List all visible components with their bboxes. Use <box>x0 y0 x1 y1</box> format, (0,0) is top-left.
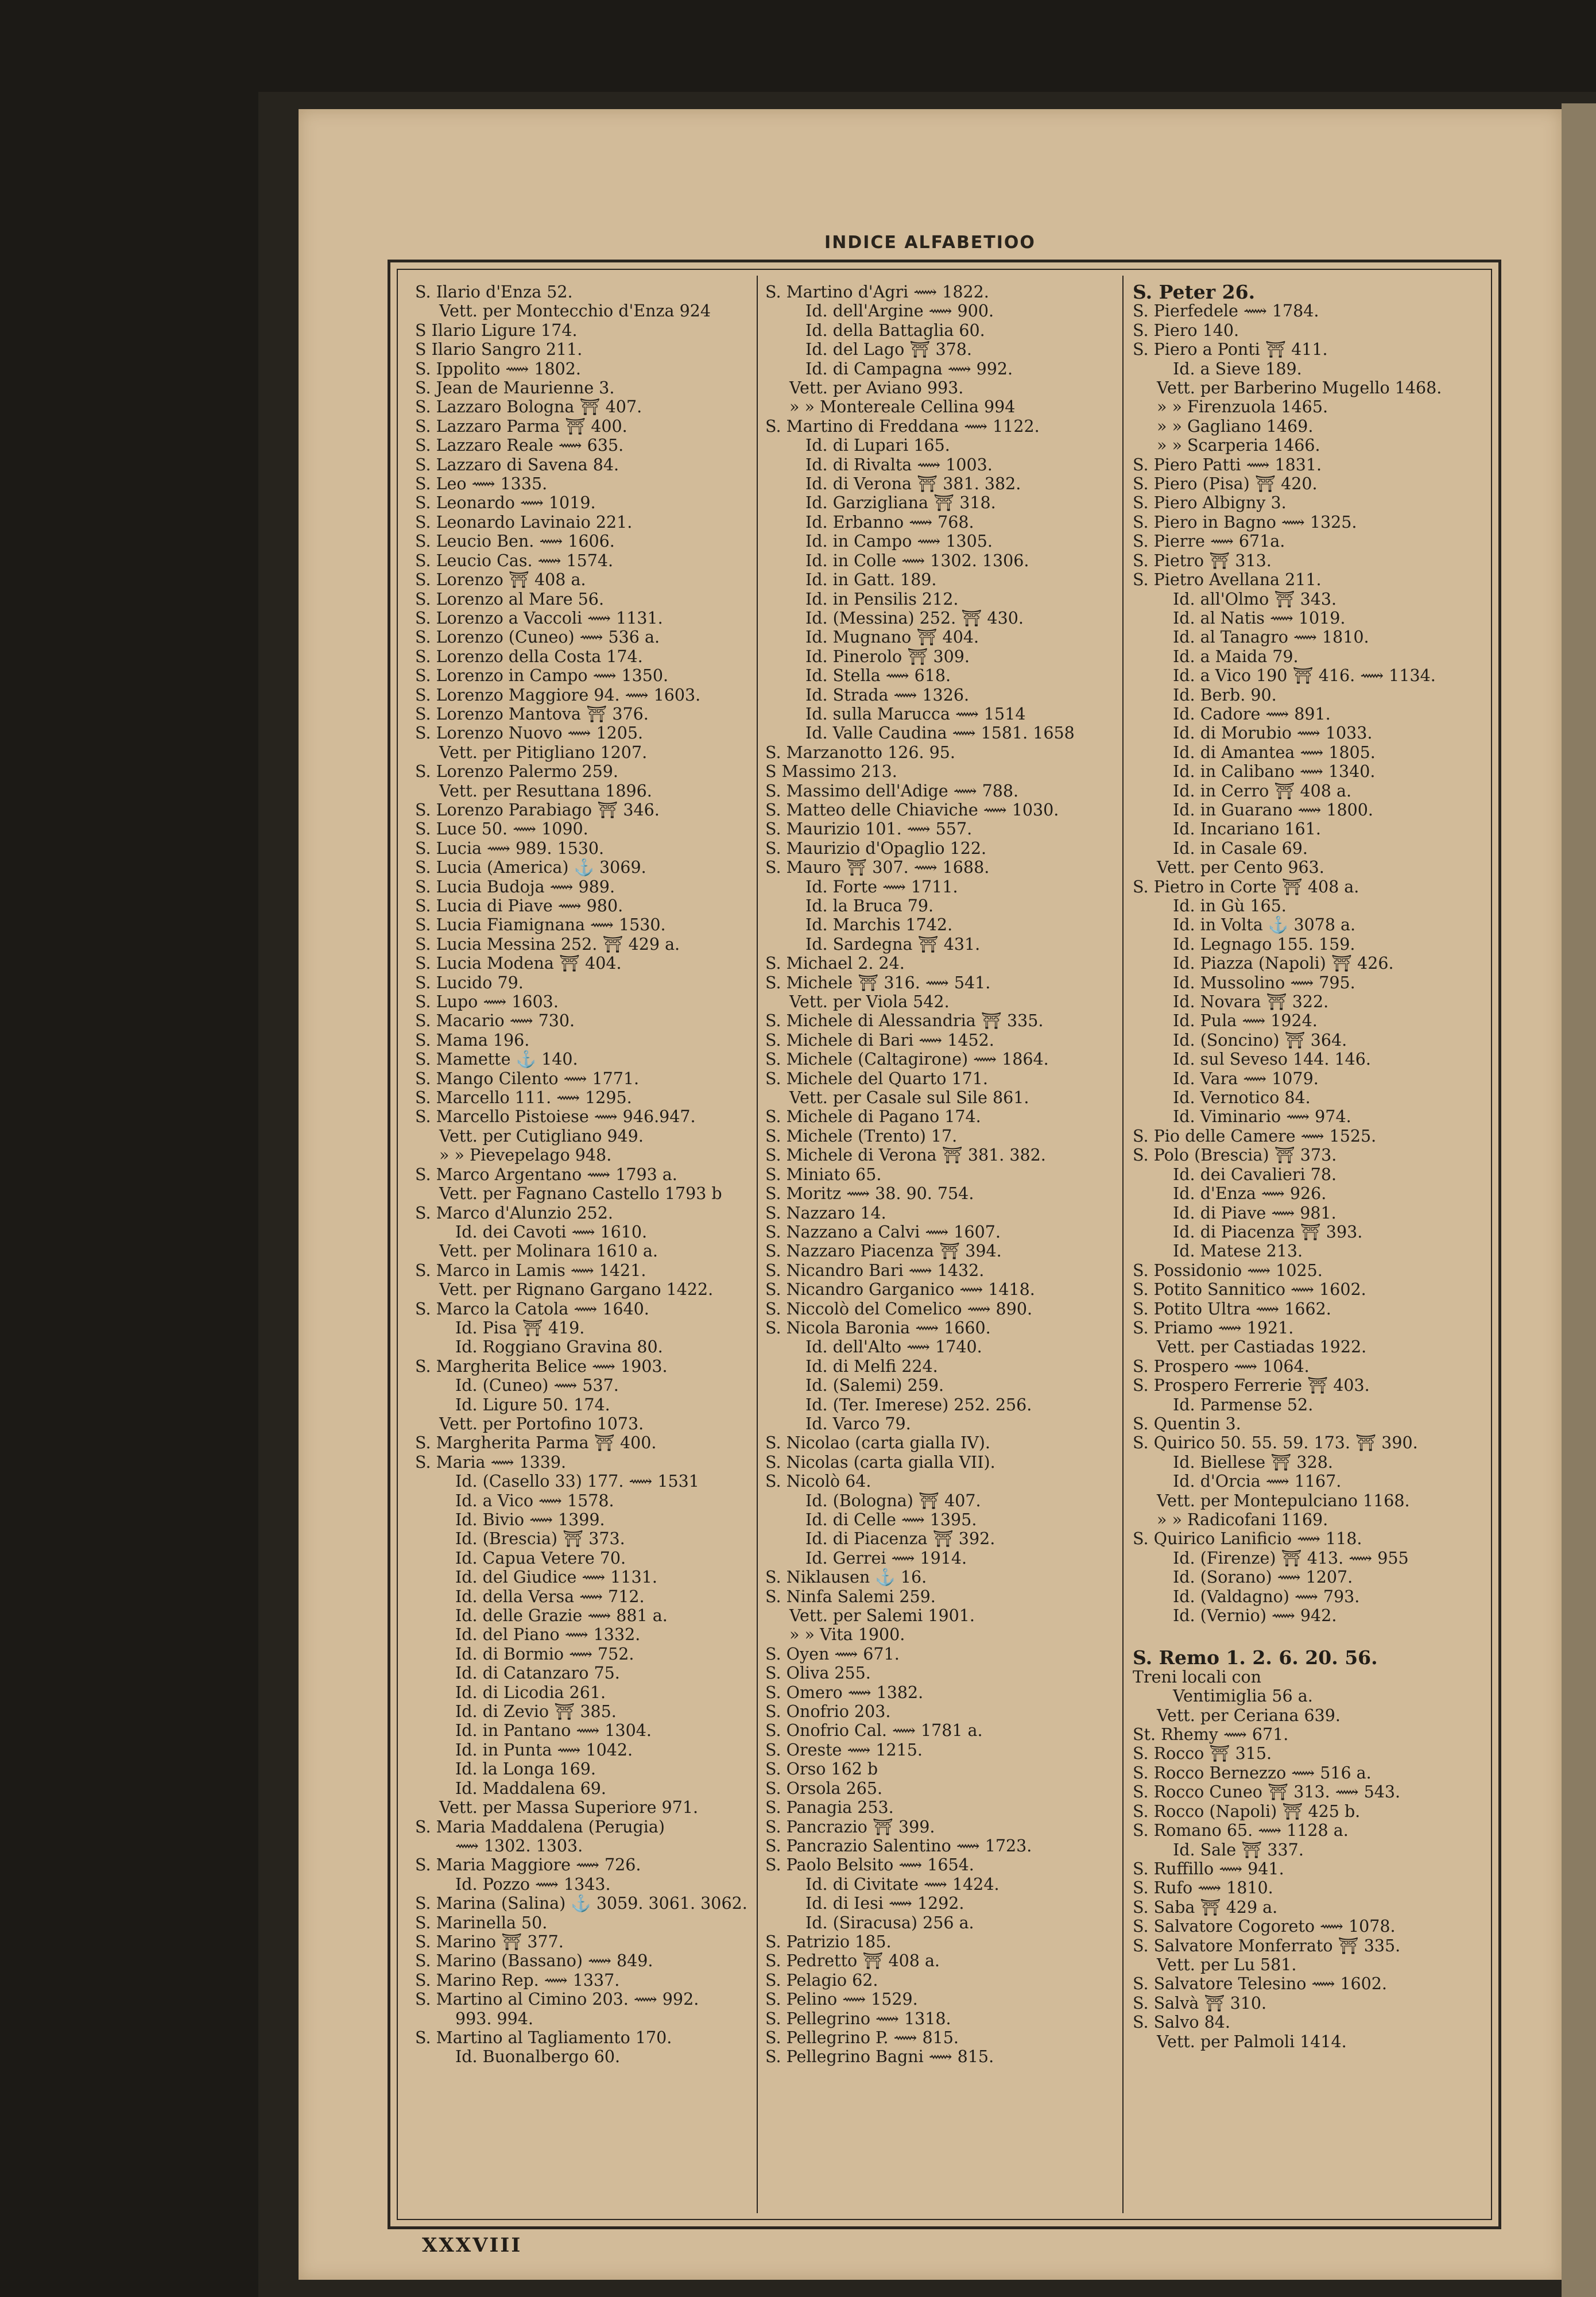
index-entry: Id. Roggiano Gravina 80. <box>455 1337 663 1357</box>
index-entry: S. Martino di Freddana ⟿ 1122. <box>765 416 1040 436</box>
page-number: XXXVIII <box>422 2234 522 2257</box>
index-entry: S. Luce 50. ⟿ 1090. <box>415 819 588 839</box>
index-entry: S. Massimo dell'Adige ⟿ 788. <box>765 781 1019 801</box>
index-entry: Id. Pozzo ⟿ 1343. <box>455 1874 611 1894</box>
index-entry: Id. (Brescia) ⛩ 373. <box>455 1529 625 1549</box>
index-entry: Vett. per Portofino 1073. <box>439 1414 644 1433</box>
index-entry: S. Rocco (Napoli) ⛩ 425 b. <box>1133 1801 1361 1821</box>
index-entry: S. Remo 1. 2. 6. 20. 56. <box>1133 1646 1378 1669</box>
index-entry: S. Miniato 65. <box>765 1165 882 1184</box>
index-entry: Id. (Siracusa) 256 a. <box>805 1913 974 1932</box>
index-entry: Id. Capua Vetere 70. <box>455 1548 626 1568</box>
index-entry: S Massimo 213. <box>765 762 897 782</box>
index-entry: S. Pietro ⛩ 313. <box>1133 551 1272 570</box>
index-entry: Vett. per Viola 542. <box>789 992 950 1012</box>
index-entry: S. Possidonio ⟿ 1025. <box>1133 1260 1323 1280</box>
index-entry: Vett. per Casale sul Sile 861. <box>789 1088 1029 1108</box>
index-entry: S Ilario Sangro 211. <box>415 340 583 359</box>
index-entry: S. Maria Maddalena (Perugia) <box>415 1817 665 1836</box>
index-entry: S. Marcello 111. ⟿ 1295. <box>415 1088 632 1108</box>
index-entry: S. Michael 2. 24. <box>765 954 905 973</box>
index-entry: S. Salvatore Telesino ⟿ 1602. <box>1133 1974 1387 1994</box>
index-entry: Id. (Bologna) ⛩ 407. <box>805 1491 981 1510</box>
index-entry: Id. in Guarano ⟿ 1800. <box>1173 800 1373 819</box>
index-entry: S. Michele di Alessandria ⛩ 335. <box>765 1011 1044 1031</box>
index-entry: Vett. per Ceriana 639. <box>1157 1706 1341 1725</box>
index-entry: » » Vita 1900. <box>789 1625 905 1645</box>
index-entry: S. Michele di Pagano 174. <box>765 1107 981 1127</box>
column-divider <box>1122 276 1124 2213</box>
index-entry: S. Mamette ⚓ 140. <box>415 1050 578 1069</box>
index-entry: Id. Biellese ⛩ 328. <box>1173 1452 1333 1472</box>
index-entry: S Ilario Ligure 174. <box>415 320 578 340</box>
index-entry: Id. di Melfi 224. <box>805 1356 938 1376</box>
index-entry: S. Orso 162 b <box>765 1760 878 1779</box>
index-entry: Id. d'Orcia ⟿ 1167. <box>1173 1472 1342 1491</box>
index-entry: Id. in Calibano ⟿ 1340. <box>1173 762 1376 782</box>
index-entry: S. Rocco ⛩ 315. <box>1133 1744 1272 1764</box>
index-entry: Vett. per Montecchio d'Enza 924 <box>439 301 711 321</box>
index-entry: S. Rocco Cuneo ⛩ 313. ⟿ 543. <box>1133 1782 1401 1802</box>
index-entry: Id. in Volta ⚓ 3078 a. <box>1173 915 1356 935</box>
index-entry: S. Marinella 50. <box>415 1913 548 1932</box>
index-entry: S. Marco d'Alunzio 252. <box>415 1203 613 1223</box>
index-entry: » » Pievepelago 948. <box>439 1146 612 1165</box>
index-entry: S. Piero 140. <box>1133 320 1239 340</box>
index-entry: S. Prospero ⟿ 1064. <box>1133 1356 1310 1376</box>
index-entry: S. Nicolas (carta gialla VII). <box>765 1452 995 1472</box>
index-entry: S. Pietro in Corte ⛩ 408 a. <box>1133 877 1359 896</box>
index-entry: S. Nazzaro Piacenza ⛩ 394. <box>765 1242 1002 1261</box>
index-entry: S. Marcello Pistoiese ⟿ 946.947. <box>415 1107 696 1127</box>
index-entry: S. Marina (Salina) ⚓ 3059. 3061. 3062. <box>415 1894 747 1913</box>
index-entry: Id. a Maida 79. <box>1173 647 1299 666</box>
index-entry: S. Lucido 79. <box>415 973 524 992</box>
index-entry: S. Omero ⟿ 1382. <box>765 1683 924 1702</box>
index-entry: Id. della Versa ⟿ 712. <box>455 1587 645 1606</box>
index-entry: ⟿ 1302. 1303. <box>455 1836 583 1855</box>
index-entry: Vett. per Fagnano Castello 1793 b <box>439 1184 722 1204</box>
index-entry: Id. (Messina) 252. ⛩ 430. <box>805 608 1024 628</box>
index-entry: Id. Parmense 52. <box>1173 1395 1314 1414</box>
index-entry: Id. Pula ⟿ 1924. <box>1173 1011 1318 1031</box>
index-entry: Id. Sale ⛩ 337. <box>1173 1840 1304 1859</box>
index-entry: Id. in Pensilis 212. <box>805 589 959 609</box>
index-entry: S. Leonardo ⟿ 1019. <box>415 493 596 513</box>
index-entry: S. Orsola 265. <box>765 1778 883 1798</box>
index-entry: S. Peter 26. <box>1133 283 1256 303</box>
index-entry: Id. (Sorano) ⟿ 1207. <box>1173 1568 1353 1587</box>
index-entry: Id. a Vico 190 ⛩ 416. ⟿ 1134. <box>1173 666 1436 686</box>
index-entry: Id. di Piacenza ⛩ 392. <box>805 1529 995 1549</box>
index-entry: S. Pietro Avellana 211. <box>1133 570 1322 590</box>
index-entry: Vett. per Massa Superiore 971. <box>439 1798 699 1818</box>
index-entry: S. Pierfedele ⟿ 1784. <box>1133 301 1319 321</box>
index-entry: S. Pellegrino ⟿ 1318. <box>765 2009 951 2028</box>
index-entry: S. Salvatore Cogoreto ⟿ 1078. <box>1133 1917 1396 1936</box>
index-entry: Id. di Verona ⛩ 381. 382. <box>805 474 1021 494</box>
index-entry: S. Leo ⟿ 1335. <box>415 474 548 494</box>
index-entry: Id. di Morubio ⟿ 1033. <box>1173 724 1373 743</box>
index-entry: S. Lorenzo ⛩ 408 a. <box>415 570 586 590</box>
index-entry: Id. di Civitate ⟿ 1424. <box>805 1874 1000 1894</box>
index-entry: S. Onofrio 203. <box>765 1702 891 1722</box>
index-entry: Ventimiglia 56 a. <box>1173 1687 1313 1706</box>
index-entry: Id. la Bruca 79. <box>805 896 934 915</box>
index-entry: Id. in Cerro ⛩ 408 a. <box>1173 781 1352 801</box>
index-entry: Id. Garzigliana ⛩ 318. <box>805 493 996 513</box>
index-entry: S. Patrizio 185. <box>765 1932 892 1951</box>
index-entry: S. Jean de Maurienne 3. <box>415 378 615 398</box>
index-entry: S. Marino (Bassano) ⟿ 849. <box>415 1951 653 1971</box>
index-entry: Id. Strada ⟿ 1326. <box>805 685 970 705</box>
index-entry: » » Scarperia 1466. <box>1157 436 1320 455</box>
index-entry: S. Lucia (America) ⚓ 3069. <box>415 858 646 877</box>
index-entry: Id. Novara ⛩ 322. <box>1173 992 1329 1012</box>
index-entry: Id. Incariano 161. <box>1173 819 1321 839</box>
index-entry: Vett. per Montepulciano 1168. <box>1157 1491 1410 1510</box>
index-entry: Id. Valle Caudina ⟿ 1581. 1658 <box>805 724 1075 743</box>
index-entry: S. Martino d'Agri ⟿ 1822. <box>765 283 989 301</box>
index-entry: S. Macario ⟿ 730. <box>415 1011 575 1031</box>
index-entry: Id. di Iesi ⟿ 1292. <box>805 1894 964 1913</box>
index-entry: S. Marco in Lamis ⟿ 1421. <box>415 1260 646 1280</box>
index-entry: S. Lorenzo Parabiago ⛩ 346. <box>415 800 660 819</box>
index-entry: » » Radicofani 1169. <box>1157 1510 1328 1529</box>
index-entry: S. Piero a Ponti ⛩ 411. <box>1133 340 1328 359</box>
index-entry: Id. dell'Alto ⟿ 1740. <box>805 1337 982 1357</box>
index-entry: S. Nicola Baronia ⟿ 1660. <box>765 1318 991 1337</box>
index-entry: Id. di Catanzaro 75. <box>455 1664 620 1683</box>
index-entry: Vett. per Rignano Gargano 1422. <box>439 1280 714 1300</box>
index-entry: » » Montereale Cellina 994 <box>789 397 1016 417</box>
index-column-2 <box>765 283 1115 2213</box>
index-entry: Id. in Colle ⟿ 1302. 1306. <box>805 551 1029 570</box>
index-entry: Id. del Lago ⛩ 378. <box>805 340 972 359</box>
column-divider <box>757 276 758 2213</box>
index-entry: Vett. per Barberino Mugello 1468. <box>1157 378 1442 398</box>
index-entry: Id. sulla Marucca ⟿ 1514 <box>805 704 1026 724</box>
index-entry: S. Marzanotto 126. 95. <box>765 743 955 762</box>
index-entry: Id. in Punta ⟿ 1042. <box>455 1740 633 1760</box>
index-entry: S. Lucia Budoja ⟿ 989. <box>415 877 615 896</box>
index-entry: S. Lorenzo Nuovo ⟿ 1205. <box>415 724 644 743</box>
index-entry: Id. di Piacenza ⛩ 393. <box>1173 1222 1363 1242</box>
index-entry: Id. Sardegna ⛩ 431. <box>805 934 981 954</box>
index-entry: S. Leucio Ben. ⟿ 1606. <box>415 532 615 551</box>
page-header: INDICE ALFABETIOO <box>824 233 1036 253</box>
index-entry: Id. d'Enza ⟿ 926. <box>1173 1184 1327 1204</box>
index-entry: Id. del Giudice ⟿ 1131. <box>455 1568 657 1587</box>
index-entry: S. Margherita Belice ⟿ 1903. <box>415 1356 668 1376</box>
index-entry: Id. Varco 79. <box>805 1414 911 1433</box>
index-entry: Id. Gerrei ⟿ 1914. <box>805 1548 967 1568</box>
index-entry: Id. in Casale 69. <box>1173 838 1308 858</box>
index-entry: S. Pellegrino Bagni ⟿ 815. <box>765 2047 994 2067</box>
index-entry: S. Nazzano a Calvi ⟿ 1607. <box>765 1222 1001 1242</box>
index-entry: Id. (Casello 33) 177. ⟿ 1531 <box>455 1472 699 1491</box>
index-entry: Id. (Vernio) ⟿ 942. <box>1173 1606 1337 1626</box>
index-entry: S. Lorenzo Mantova ⛩ 376. <box>415 704 649 724</box>
index-entry: S. Martino al Tagliamento 170. <box>415 2028 672 2047</box>
index-entry: S. Leucio Cas. ⟿ 1574. <box>415 551 614 570</box>
index-entry: Vett. per Salemi 1901. <box>789 1606 975 1626</box>
index-entry: S. Priamo ⟿ 1921. <box>1133 1318 1294 1337</box>
index-entry: Id. la Longa 169. <box>455 1760 596 1779</box>
index-entry: S. Lazzaro Bologna ⛩ 407. <box>415 397 642 417</box>
index-entry: S. Nazzaro 14. <box>765 1203 886 1223</box>
index-entry: Id. all'Olmo ⛩ 343. <box>1173 589 1337 609</box>
index-entry: Id. Bivio ⟿ 1399. <box>455 1510 605 1529</box>
index-entry: Id. dell'Argine ⟿ 900. <box>805 301 994 321</box>
index-entry: » » Firenzuola 1465. <box>1157 397 1328 417</box>
index-entry: S. Pancrazio Salentino ⟿ 1723. <box>765 1836 1032 1855</box>
index-entry: S. Michele (Caltagirone) ⟿ 1864. <box>765 1050 1049 1069</box>
index-entry: S. Martino al Cimino 203. ⟿ 992. <box>415 1990 699 2009</box>
index-entry: Id. Mugnano ⛩ 404. <box>805 628 979 647</box>
index-entry: Id. in Gatt. 189. <box>805 570 937 590</box>
index-entry: S. Romano 65. ⟿ 1128 a. <box>1133 1821 1349 1840</box>
index-entry: S. Pelino ⟿ 1529. <box>765 1990 918 2009</box>
index-entry: Id. (Firenze) ⛩ 413. ⟿ 955 <box>1173 1548 1409 1568</box>
index-entry: S. Lorenzo Palermo 259. <box>415 762 618 782</box>
index-entry: Id. di Bormio ⟿ 752. <box>455 1644 634 1664</box>
index-entry: S. Margherita Parma ⛩ 400. <box>415 1433 657 1453</box>
index-entry: S. Pancrazio ⛩ 399. <box>765 1817 935 1836</box>
index-entry: S. Michele (Trento) 17. <box>765 1126 958 1146</box>
index-entry: Id. Erbanno ⟿ 768. <box>805 512 974 532</box>
index-entry: Id. dei Cavoti ⟿ 1610. <box>455 1222 648 1242</box>
index-entry: Id. Buonalbergo 60. <box>455 2047 621 2067</box>
index-entry: Id. di Zevio ⛩ 385. <box>455 1702 617 1722</box>
index-entry: S. Niklausen ⚓ 16. <box>765 1568 927 1587</box>
index-entry: S. Nicandro Garganico ⟿ 1418. <box>765 1280 1035 1300</box>
index-entry: S. Salvà ⛩ 310. <box>1133 1993 1267 2013</box>
index-entry: S. Prospero Ferrerie ⛩ 403. <box>1133 1376 1370 1395</box>
index-entry: Id. in Campo ⟿ 1305. <box>805 532 993 551</box>
index-entry: S. Mama 196. <box>415 1030 530 1050</box>
index-entry: S. Moritz ⟿ 38. 90. 754. <box>765 1184 974 1204</box>
index-entry: Id. (Valdagno) ⟿ 793. <box>1173 1587 1360 1606</box>
index-entry: Id. Maddalena 69. <box>455 1778 606 1798</box>
index-entry: Id. Marchis 1742. <box>805 915 953 935</box>
index-entry: Id. Vernotico 84. <box>1173 1088 1311 1108</box>
index-entry: S. Pio delle Camere ⟿ 1525. <box>1133 1126 1377 1146</box>
index-entry: S. Saba ⛩ 429 a. <box>1133 1897 1278 1917</box>
index-entry: S. Quirico Lanificio ⟿ 118. <box>1133 1529 1362 1549</box>
index-entry: S. Maria ⟿ 1339. <box>415 1452 567 1472</box>
index-entry: S. Maria Maggiore ⟿ 726. <box>415 1855 641 1875</box>
scan-edge <box>1562 103 1596 2297</box>
index-inner-frame <box>397 269 1492 2220</box>
index-entry: Id. al Natis ⟿ 1019. <box>1173 608 1346 628</box>
index-entry: S. Paolo Belsito ⟿ 1654. <box>765 1855 974 1875</box>
index-entry: S. Mango Cilento ⟿ 1771. <box>415 1069 640 1088</box>
index-entry: Id. Piazza (Napoli) ⛩ 426. <box>1173 954 1394 973</box>
index-entry: S. Pierre ⟿ 671a. <box>1133 532 1285 551</box>
index-column-3 <box>1133 283 1489 2213</box>
index-entry: S. Potito Ultra ⟿ 1662. <box>1133 1299 1331 1318</box>
index-entry: S. Ilario d'Enza 52. <box>415 283 573 301</box>
index-entry: S. Piero Albigny 3. <box>1133 493 1287 513</box>
index-entry: Id. Mussolino ⟿ 795. <box>1173 973 1355 992</box>
index-entry: S. Marco Argentano ⟿ 1793 a. <box>415 1165 677 1184</box>
index-entry: Id. di Rivalta ⟿ 1003. <box>805 455 993 474</box>
index-entry: S. Matteo delle Chiaviche ⟿ 1030. <box>765 800 1059 819</box>
index-entry: Id. di Licodia 261. <box>455 1683 606 1702</box>
index-entry: Id. dei Cavalieri 78. <box>1173 1165 1337 1184</box>
index-entry: S. Maurizio 101. ⟿ 557. <box>765 819 973 839</box>
index-entry: Vett. per Palmoli 1414. <box>1157 2032 1347 2051</box>
index-entry: S. Nicolao (carta gialla IV). <box>765 1433 990 1453</box>
index-entry: S. Ippolito ⟿ 1802. <box>415 359 581 378</box>
index-entry: Id. a Sieve 189. <box>1173 359 1302 378</box>
index-entry: Id. in Gù 165. <box>1173 896 1287 915</box>
index-entry: St. Rhemy ⟿ 671. <box>1133 1725 1289 1745</box>
index-entry: S. Lazzaro Parma ⛩ 400. <box>415 416 627 436</box>
index-entry: Vett. per Lu 581. <box>1157 1955 1297 1974</box>
section-gap <box>1133 1625 1489 1648</box>
index-entry: Treni locali con <box>1133 1667 1262 1687</box>
index-entry: S. Lucia Messina 252. ⛩ 429 a. <box>415 934 680 954</box>
index-entry: S. Lazzaro di Savena 84. <box>415 455 619 474</box>
index-entry: S. Lorenzo al Mare 56. <box>415 589 605 609</box>
index-entry: Id. Forte ⟿ 1711. <box>805 877 958 896</box>
index-entry: S. Michele di Bari ⟿ 1452. <box>765 1030 994 1050</box>
index-entry: S. Potito Sannitico ⟿ 1602. <box>1133 1280 1366 1300</box>
index-entry: Id. Pisa ⛩ 419. <box>455 1318 585 1337</box>
index-entry: S. Marino ⛩ 377. <box>415 1932 564 1951</box>
index-entry: S. Quirico 50. 55. 59. 173. ⛩ 390. <box>1133 1433 1418 1453</box>
index-entry: S. Lupo ⟿ 1603. <box>415 992 559 1012</box>
index-entry: Vett. per Castiadas 1922. <box>1157 1337 1367 1357</box>
index-entry: S. Piero in Bagno ⟿ 1325. <box>1133 512 1357 532</box>
index-entry: Id. del Piano ⟿ 1332. <box>455 1625 641 1645</box>
index-entry: S. Mauro ⛩ 307. ⟿ 1688. <box>765 858 990 877</box>
index-entry: S. Piero (Pisa) ⛩ 420. <box>1133 474 1318 494</box>
index-entry: S. Lorenzo della Costa 174. <box>415 647 643 666</box>
index-entry: S. Lucia di Piave ⟿ 980. <box>415 896 623 915</box>
index-entry: S. Polo (Brescia) ⛩ 373. <box>1133 1146 1337 1165</box>
index-entry: S. Panagia 253. <box>765 1798 894 1818</box>
index-entry: Id. Stella ⟿ 618. <box>805 666 951 686</box>
index-entry: Id. Legnago 155. 159. <box>1173 934 1355 954</box>
index-entry: S. Pedretto ⛩ 408 a. <box>765 1951 940 1971</box>
index-entry: S. Lucia ⟿ 989. 1530. <box>415 838 605 858</box>
index-entry: S. Niccolò del Comelico ⟿ 890. <box>765 1299 1033 1318</box>
index-entry: S. Lorenzo in Campo ⟿ 1350. <box>415 666 669 686</box>
index-entry: Id. di Amantea ⟿ 1805. <box>1173 743 1376 762</box>
index-entry: S. Rufo ⟿ 1810. <box>1133 1878 1273 1898</box>
index-entry: Id. di Celle ⟿ 1395. <box>805 1510 977 1529</box>
index-entry: S. Onofrio Cal. ⟿ 1781 a. <box>765 1721 983 1741</box>
index-entry: S. Oreste ⟿ 1215. <box>765 1740 923 1760</box>
index-entry: Vett. per Molinara 1610 a. <box>439 1242 658 1261</box>
index-entry: S. Nicandro Bari ⟿ 1432. <box>765 1260 985 1280</box>
index-entry: S. Quentin 3. <box>1133 1414 1241 1433</box>
index-entry: » » Gagliano 1469. <box>1157 416 1314 436</box>
index-entry: S. Lorenzo (Cuneo) ⟿ 536 a. <box>415 628 660 647</box>
index-entry: S. Marco la Catola ⟿ 1640. <box>415 1299 649 1318</box>
index-entry: Vett. per Aviano 993. <box>789 378 964 398</box>
index-entry: Id. Ligure 50. 174. <box>455 1395 610 1414</box>
index-entry: Id. di Lupari 165. <box>805 436 950 455</box>
book-page <box>299 109 1562 2280</box>
index-entry: Id. delle Grazie ⟿ 881 a. <box>455 1606 668 1626</box>
index-entry: S. Salvatore Monferrato ⛩ 335. <box>1133 1936 1401 1955</box>
index-entry: Vett. per Resuttana 1896. <box>439 781 652 801</box>
index-entry: Id. al Tanagro ⟿ 1810. <box>1173 628 1369 647</box>
index-entry: S. Rocco Bernezzo ⟿ 516 a. <box>1133 1763 1372 1782</box>
index-entry: Id. Vara ⟿ 1079. <box>1173 1069 1319 1088</box>
index-entry: S. Marino Rep. ⟿ 1337. <box>415 1970 620 1990</box>
index-entry: Id. Viminario ⟿ 974. <box>1173 1107 1351 1127</box>
index-entry: S. Michele ⛩ 316. ⟿ 541. <box>765 973 991 992</box>
index-entry: Id. a Vico ⟿ 1578. <box>455 1491 614 1510</box>
index-entry: S. Oyen ⟿ 671. <box>765 1644 900 1664</box>
index-entry: Id. (Soncino) ⛩ 364. <box>1173 1030 1347 1050</box>
index-entry: Id. (Cuneo) ⟿ 537. <box>455 1376 619 1395</box>
index-entry: 993. 994. <box>455 2009 533 2028</box>
index-entry: S. Michele del Quarto 171. <box>765 1069 988 1088</box>
index-entry: Id. della Battaglia 60. <box>805 320 985 340</box>
index-entry: S. Piero Patti ⟿ 1831. <box>1133 455 1322 474</box>
index-entry: Id. (Salemi) 259. <box>805 1376 944 1395</box>
index-entry: S. Lucia Modena ⛩ 404. <box>415 954 622 973</box>
index-entry: Id. in Pantano ⟿ 1304. <box>455 1721 652 1741</box>
index-entry: Id. Cadore ⟿ 891. <box>1173 704 1331 724</box>
index-entry: S. Maurizio d'Opaglio 122. <box>765 838 987 858</box>
index-column-1 <box>415 283 754 2213</box>
index-entry: Id. di Piave ⟿ 981. <box>1173 1203 1337 1223</box>
index-entry: Id. Pinerolo ⛩ 309. <box>805 647 970 666</box>
index-entry: S. Oliva 255. <box>765 1664 871 1683</box>
index-entry: S. Lazzaro Reale ⟿ 635. <box>415 436 624 455</box>
index-entry: S. Salvo 84. <box>1133 2013 1230 2032</box>
index-entry: S. Ninfa Salemi 259. <box>765 1587 936 1606</box>
index-entry: S. Leonardo Lavinaio 221. <box>415 512 633 532</box>
index-entry: Id. di Campagna ⟿ 992. <box>805 359 1013 378</box>
index-entry: Vett. per Cento 963. <box>1157 858 1324 877</box>
index-frame <box>388 260 1501 2229</box>
index-entry: S. Pelagio 62. <box>765 1970 878 1990</box>
index-entry: Id. (Ter. Imerese) 252. 256. <box>805 1395 1032 1414</box>
index-entry: S. Michele di Verona ⛩ 381. 382. <box>765 1146 1046 1165</box>
index-entry: Vett. per Pitigliano 1207. <box>439 743 648 762</box>
index-entry: Id. Matese 213. <box>1173 1242 1303 1261</box>
index-entry: Id. sul Seveso 144. 146. <box>1173 1050 1371 1069</box>
index-entry: S. Lucia Fiamignana ⟿ 1530. <box>415 915 666 935</box>
index-entry: Id. Berb. 90. <box>1173 685 1277 705</box>
index-entry: S. Nicolò 64. <box>765 1472 871 1491</box>
index-entry: S. Lorenzo Maggiore 94. ⟿ 1603. <box>415 685 701 705</box>
index-entry: S. Pellegrino P. ⟿ 815. <box>765 2028 959 2047</box>
index-entry: S. Lorenzo a Vaccoli ⟿ 1131. <box>415 608 663 628</box>
index-entry: S. Ruffillo ⟿ 941. <box>1133 1859 1284 1878</box>
index-entry: Vett. per Cutigliano 949. <box>439 1126 644 1146</box>
